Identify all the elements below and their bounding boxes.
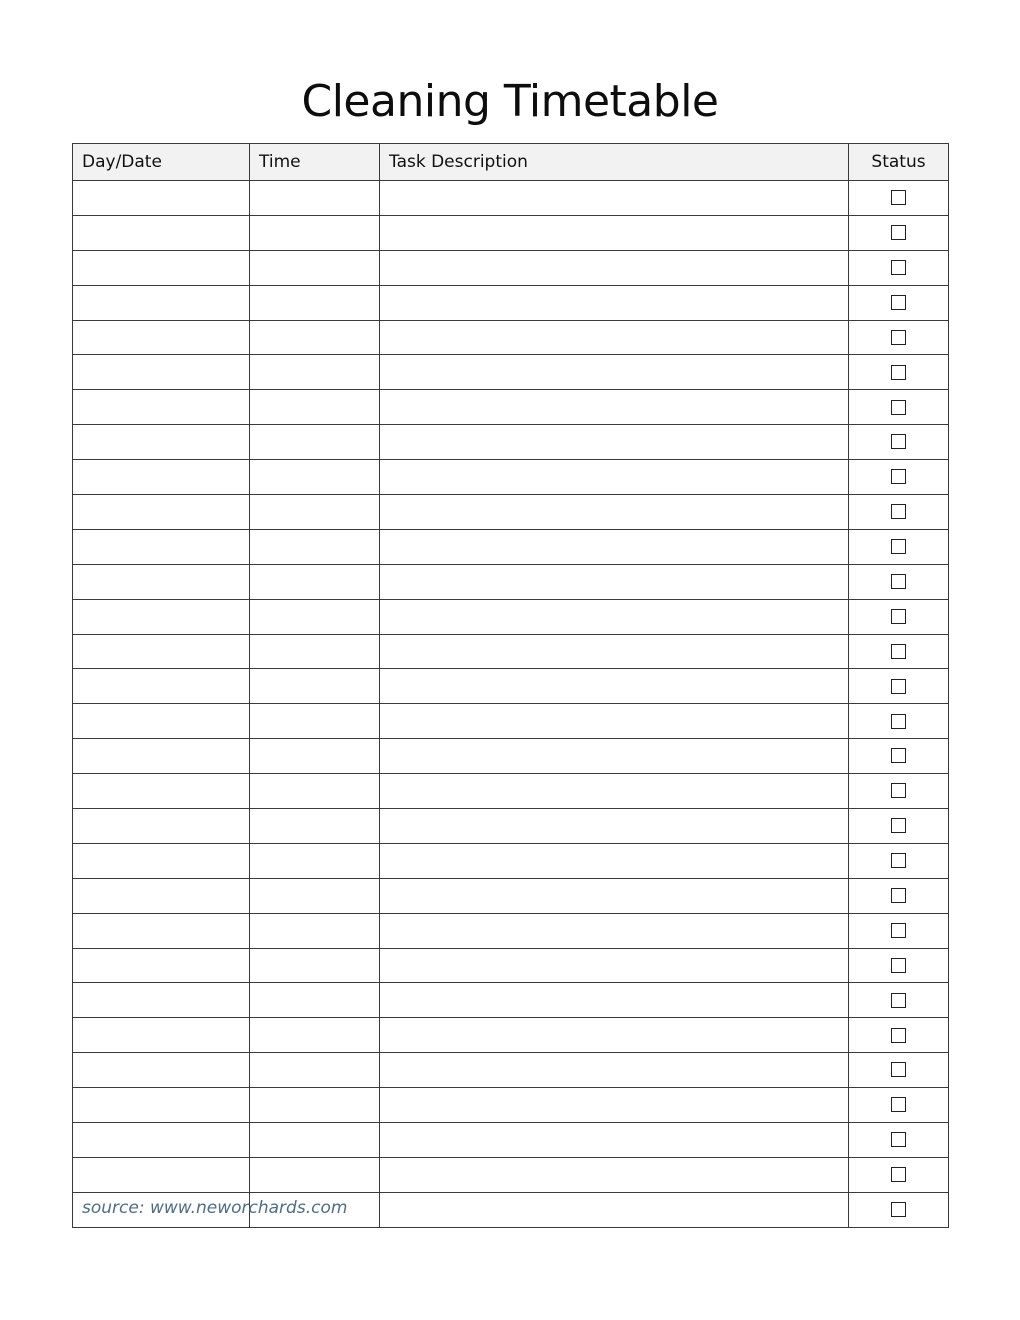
time-cell[interactable] [250, 181, 380, 216]
time-cell[interactable] [250, 215, 380, 250]
status-checkbox[interactable] [891, 434, 906, 449]
time-cell[interactable] [250, 1018, 380, 1053]
time-cell[interactable] [250, 285, 380, 320]
time-cell[interactable] [250, 529, 380, 564]
status-checkbox[interactable] [891, 225, 906, 240]
task-description-cell[interactable] [380, 809, 849, 844]
task-description-cell[interactable] [380, 529, 849, 564]
time-cell[interactable] [250, 320, 380, 355]
task-description-cell[interactable] [380, 704, 849, 739]
day-date-cell[interactable] [73, 460, 250, 495]
day-date-cell[interactable] [73, 181, 250, 216]
status-cell [849, 878, 949, 913]
status-checkbox[interactable] [891, 714, 906, 729]
day-date-cell[interactable] [73, 495, 250, 530]
time-cell[interactable] [250, 669, 380, 704]
task-description-cell[interactable] [380, 774, 849, 809]
status-cell [849, 669, 949, 704]
table-body [73, 181, 949, 1228]
day-date-cell[interactable] [73, 704, 250, 739]
task-description-cell[interactable] [380, 355, 849, 390]
status-checkbox[interactable] [891, 504, 906, 519]
status-checkbox[interactable] [891, 609, 906, 624]
time-cell[interactable] [250, 774, 380, 809]
task-description-cell[interactable] [380, 1123, 849, 1158]
day-date-cell[interactable] [73, 878, 250, 913]
status-checkbox[interactable] [891, 295, 906, 310]
day-date-cell[interactable] [73, 1018, 250, 1053]
status-cell [849, 181, 949, 216]
status-cell [849, 843, 949, 878]
task-description-cell[interactable] [380, 564, 849, 599]
day-date-cell[interactable] [73, 774, 250, 809]
table-row [73, 634, 949, 669]
status-cell [849, 460, 949, 495]
status-cell [849, 1053, 949, 1088]
table-row [73, 669, 949, 704]
day-date-cell[interactable] [73, 250, 250, 285]
time-cell[interactable] [250, 878, 380, 913]
time-cell[interactable] [250, 390, 380, 425]
task-description-cell[interactable] [380, 1088, 849, 1123]
status-checkbox[interactable] [891, 993, 906, 1008]
task-description-cell[interactable] [380, 843, 849, 878]
status-cell [849, 1088, 949, 1123]
day-date-cell[interactable] [73, 948, 250, 983]
table-row [73, 878, 949, 913]
status-checkbox[interactable] [891, 260, 906, 275]
status-cell [849, 355, 949, 390]
day-date-cell[interactable] [73, 1088, 250, 1123]
time-cell[interactable] [250, 913, 380, 948]
status-checkbox[interactable] [891, 888, 906, 903]
task-description-cell[interactable] [380, 215, 849, 250]
task-description-cell[interactable] [380, 460, 849, 495]
task-description-cell[interactable] [380, 878, 849, 913]
status-checkbox[interactable] [891, 748, 906, 763]
time-cell[interactable] [250, 948, 380, 983]
status-cell [849, 1018, 949, 1053]
task-description-cell[interactable] [380, 390, 849, 425]
source-note: source: www.neworchards.com [82, 1198, 348, 1218]
status-cell [849, 809, 949, 844]
status-checkbox[interactable] [891, 783, 906, 798]
status-cell [849, 739, 949, 774]
day-date-cell[interactable] [73, 669, 250, 704]
status-cell [849, 599, 949, 634]
task-description-cell[interactable] [380, 599, 849, 634]
task-description-cell[interactable] [380, 1157, 849, 1192]
status-cell [849, 425, 949, 460]
time-cell[interactable] [250, 1053, 380, 1088]
day-date-cell[interactable] [73, 599, 250, 634]
table-row [73, 390, 949, 425]
day-date-cell[interactable] [73, 1157, 250, 1192]
status-checkbox[interactable] [891, 1132, 906, 1147]
status-cell [849, 774, 949, 809]
task-description-cell[interactable] [380, 285, 849, 320]
status-cell [849, 1192, 949, 1227]
task-description-cell[interactable] [380, 983, 849, 1018]
status-checkbox[interactable] [891, 469, 906, 484]
status-cell [849, 983, 949, 1018]
status-checkbox[interactable] [891, 1202, 906, 1217]
time-cell[interactable] [250, 739, 380, 774]
column-header-time: Time [250, 144, 380, 181]
status-checkbox[interactable] [891, 1062, 906, 1077]
status-checkbox[interactable] [891, 330, 906, 345]
task-description-cell[interactable] [380, 425, 849, 460]
task-description-cell[interactable] [380, 948, 849, 983]
time-cell[interactable] [250, 634, 380, 669]
table-row [73, 355, 949, 390]
status-checkbox[interactable] [891, 400, 906, 415]
cleaning-timetable [72, 143, 949, 1228]
day-date-cell[interactable] [73, 355, 250, 390]
time-cell[interactable] [250, 564, 380, 599]
status-checkbox[interactable] [891, 539, 906, 554]
day-date-cell[interactable] [73, 320, 250, 355]
status-checkbox[interactable] [891, 679, 906, 694]
column-header-day-date: Day/Date [73, 144, 250, 181]
table-row [73, 495, 949, 530]
status-cell [849, 215, 949, 250]
day-date-cell[interactable] [73, 739, 250, 774]
status-checkbox[interactable] [891, 853, 906, 868]
table-row [73, 1053, 949, 1088]
status-cell [849, 1157, 949, 1192]
task-description-cell[interactable] [380, 1192, 849, 1227]
task-description-cell[interactable] [380, 1018, 849, 1053]
table-row [73, 983, 949, 1018]
day-date-cell[interactable] [73, 529, 250, 564]
task-description-cell[interactable] [380, 250, 849, 285]
task-description-cell[interactable] [380, 320, 849, 355]
table-row [73, 774, 949, 809]
day-date-cell[interactable] [73, 809, 250, 844]
status-checkbox[interactable] [891, 1028, 906, 1043]
time-cell[interactable] [250, 843, 380, 878]
day-date-cell[interactable] [73, 843, 250, 878]
task-description-cell[interactable] [380, 669, 849, 704]
table-row [73, 460, 949, 495]
status-cell [849, 495, 949, 530]
status-cell [849, 285, 949, 320]
day-date-cell[interactable] [73, 215, 250, 250]
task-description-cell[interactable] [380, 1053, 849, 1088]
task-description-cell[interactable] [380, 913, 849, 948]
time-cell[interactable] [250, 1157, 380, 1192]
day-date-cell[interactable] [73, 913, 250, 948]
time-cell[interactable] [250, 460, 380, 495]
status-checkbox[interactable] [891, 190, 906, 205]
day-date-cell[interactable] [73, 285, 250, 320]
time-cell[interactable] [250, 495, 380, 530]
time-cell[interactable] [250, 1088, 380, 1123]
column-header-status: Status [849, 144, 949, 181]
time-cell[interactable] [250, 983, 380, 1018]
status-checkbox[interactable] [891, 923, 906, 938]
status-cell [849, 634, 949, 669]
table-row [73, 425, 949, 460]
time-cell[interactable] [250, 809, 380, 844]
table-row [73, 215, 949, 250]
day-date-cell[interactable] [73, 425, 250, 460]
status-checkbox[interactable] [891, 1167, 906, 1182]
time-cell[interactable] [250, 599, 380, 634]
status-cell [849, 390, 949, 425]
status-checkbox[interactable] [891, 1097, 906, 1112]
status-cell [849, 1123, 949, 1158]
day-date-cell[interactable] [73, 1053, 250, 1088]
table-row [73, 529, 949, 564]
day-date-cell[interactable] [73, 1123, 250, 1158]
status-cell [849, 913, 949, 948]
table-row [73, 948, 949, 983]
status-cell [849, 948, 949, 983]
table-row [73, 1088, 949, 1123]
table-row [73, 1018, 949, 1053]
status-cell [849, 564, 949, 599]
status-cell [849, 320, 949, 355]
table-row [73, 1123, 949, 1158]
table-row [73, 1157, 949, 1192]
status-checkbox[interactable] [891, 818, 906, 833]
table-row [73, 739, 949, 774]
time-cell[interactable] [250, 704, 380, 739]
status-checkbox[interactable] [891, 958, 906, 973]
task-description-cell[interactable] [380, 495, 849, 530]
task-description-cell[interactable] [380, 634, 849, 669]
time-cell[interactable] [250, 1123, 380, 1158]
time-cell[interactable] [250, 250, 380, 285]
task-description-cell[interactable] [380, 181, 849, 216]
table-row [73, 599, 949, 634]
table-row [73, 250, 949, 285]
task-description-cell[interactable] [380, 739, 849, 774]
status-checkbox[interactable] [891, 365, 906, 380]
column-header-task-description: Task Description [380, 144, 849, 181]
status-cell [849, 250, 949, 285]
table-row [73, 843, 949, 878]
status-checkbox[interactable] [891, 644, 906, 659]
page-title: Cleaning Timetable [301, 76, 719, 127]
time-cell[interactable] [250, 425, 380, 460]
table-row [73, 704, 949, 739]
status-cell [849, 529, 949, 564]
table-row [73, 809, 949, 844]
time-cell[interactable] [250, 355, 380, 390]
day-date-cell[interactable] [73, 983, 250, 1018]
table-header-row [73, 144, 949, 181]
table-row [73, 285, 949, 320]
table-row [73, 913, 949, 948]
day-date-cell[interactable] [73, 634, 250, 669]
table-row [73, 320, 949, 355]
status-checkbox[interactable] [891, 574, 906, 589]
status-cell [849, 704, 949, 739]
day-date-cell[interactable] [73, 390, 250, 425]
table-row [73, 564, 949, 599]
table-row [73, 181, 949, 216]
day-date-cell[interactable] [73, 564, 250, 599]
